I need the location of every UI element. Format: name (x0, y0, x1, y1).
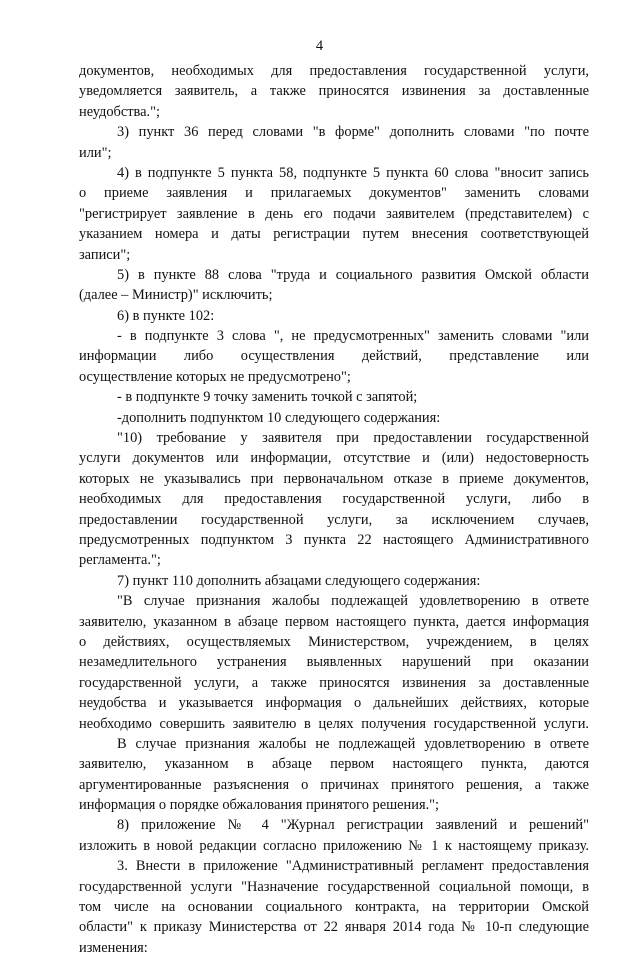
text-line: 3) пункт 36 перед словами "в форме" дополнить словами "по почте (117, 124, 589, 141)
text-line: необходимых для предоставления государственной услуги, либо в (79, 491, 589, 508)
text-line: В случае признания жалобы не подлежащей удовлетворению в ответе (117, 735, 589, 752)
text-line: незамедлительного устранения выявленных нарушений при оказании (79, 654, 589, 671)
text-line: -дополнить подпунктом 10 следующего содержания: (117, 409, 441, 426)
text-line: 7) пункт 110 дополнить абзацами следующего содержания: (117, 572, 481, 589)
page-number: 4 (315, 38, 324, 54)
text-line: (далее – Министр)" исключить; (79, 287, 273, 304)
text-line: или"; (79, 144, 112, 161)
text-line: записи"; (79, 246, 131, 263)
text-line: предоставлении государственной услуги, за исключением случаев, (79, 511, 589, 528)
text-line: осуществление которых не предусмотрено"; (79, 368, 351, 385)
text-line: государственной услуги "Назначение государственной социальной помощи, в (79, 878, 589, 895)
text-line: - в подпункте 9 точку заменить точкой с запятой; (117, 389, 418, 406)
text-line: 5) в пункте 88 слова "труда и социального развития Омской области (117, 266, 589, 283)
text-line: том числе на основании социального контракта, на территории Омской (79, 899, 589, 916)
text-line: "В случае признания жалобы подлежащей удовлетворению в ответе (117, 593, 589, 610)
text-line: информации либо осуществления действий, представление или (79, 348, 589, 365)
text-line: изложить в новой редакции согласно приложению № 1 к настоящему приказу. (79, 837, 589, 854)
text-line: указанием номера и даты регистрации путем внесения соответствующей (79, 226, 589, 243)
text-line: аргументированные разъяснения о причинах принятого решения, а также (79, 776, 589, 793)
text-line: 4) в подпункте 5 пункта 58, подпункте 5 пункта 60 слова "вносит запись (117, 164, 589, 181)
text-line: изменения: (79, 939, 148, 956)
text-line: 6) в пункте 102: (117, 307, 215, 324)
text-line: неудобства."; (79, 103, 160, 120)
text-line: предусмотренных подпунктом 3 пункта 22 настоящего Административного (79, 531, 589, 548)
text-line: 8) приложение № 4 "Журнал регистрации заявлений и решений" (117, 817, 589, 834)
text-line: государственной услуги, а также приносятся извинения за доставленные (79, 674, 589, 691)
text-line: которых не указывались при первоначальном отказе в приеме документов, (79, 470, 589, 487)
text-line: неудобства и указывается информация о дальнейших действиях, которые (79, 695, 589, 712)
text-line: о приеме заявления и прилагаемых документов" заменить словами (79, 185, 589, 202)
text-line: заявителю, указанном в абзаце первом настоящего пункта, даются (79, 756, 589, 773)
text-line: необходимо совершить заявителю в целях получения государственной услуги. (79, 715, 589, 732)
text-line: области" к приказу Министерства от 22 января 2014 года № 10-п следующие (79, 919, 589, 936)
text-line: "10) требование у заявителя при предоставлении государственной (117, 430, 589, 447)
text-line: 3. Внести в приложение "Административный регламент предоставления (117, 858, 589, 875)
document-body (79, 61, 589, 958)
text-line: услуги документов или информации, отсутствие и (или) недостоверность (79, 450, 589, 467)
text-line: о действиях, осуществляемых Министерством, учреждением, в целях (79, 633, 589, 650)
text-line: уведомляется заявитель, а также приносятся извинения за доставленные (79, 83, 589, 100)
text-line: - в подпункте 3 слова ", не предусмотренных" заменить словами "или (117, 328, 589, 345)
text-line: документов, необходимых для предоставления государственной услуги, (79, 63, 589, 79)
text-line: регламента."; (79, 552, 161, 569)
text-line: заявителю, указанном в абзаце первом настоящего пункта, дается информация (79, 613, 589, 630)
text-line: информация о порядке обжалования принятого решения."; (79, 797, 440, 814)
text-line: "регистрирует заявление в день его подачи заявителем (представителем) с (79, 205, 589, 222)
